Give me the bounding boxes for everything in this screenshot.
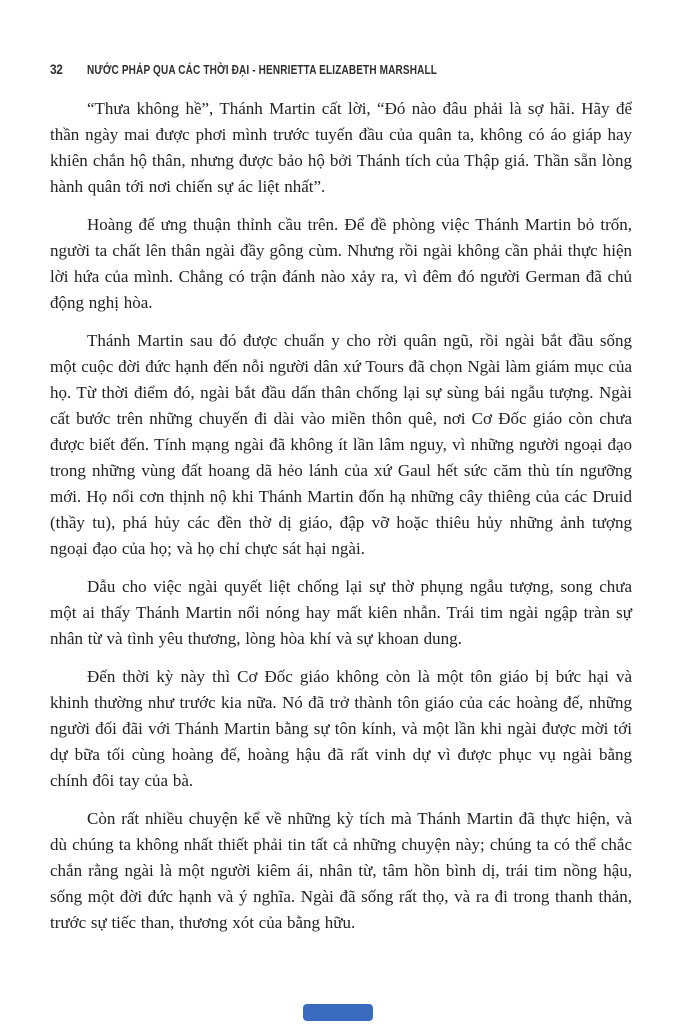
- running-header: [50, 61, 635, 77]
- body-paragraph: Dẫu cho việc ngài quyết liệt chống lại sự thờ phụng ngẫu tượng, song chưa một ai thấy Thánh Martin nổi nóng hay mất kiên nhẫn. Trái tim ngài ngập tràn sự nhân từ và tình yêu thương, lòng hòa khí và sự khoan dung.: [50, 577, 632, 648]
- body-paragraph: Hoàng đế ưng thuận thỉnh cầu trên. Để đề phòng việc Thánh Martin bỏ trốn, người ta chất lên thân ngài đầy gông cùm. Nhưng rồi ngài không cần phải thực hiện lời hứa của mình. Chẳng có trận đánh nào xảy ra, vì đêm đó người German đã chủ động nghị hòa.: [50, 215, 632, 312]
- body-paragraph: “Thưa không hề”, Thánh Martin cất lời, “Đó nào đâu phải là sợ hãi. Hãy để thần ngày mai được phơi mình trước tuyến đầu của quân ta, không có áo giáp hay khiên chắn hộ thân, nhưng được bảo hộ bởi Thánh tích của Thập giá. Thần sẵn lòng hành quân tới nơi chiến sự ác liệt nhất”.: [50, 99, 632, 196]
- body-paragraph: Đến thời kỳ này thì Cơ Đốc giáo không còn là một tôn giáo bị bức hại và khinh thường như trước kia nữa. Nó đã trở thành tôn giáo của các hoàng đế, những người đối đãi với Thánh Martin bằng sự tôn kính, và một lần khi ngài được mời tới dự bữa tối cùng hoàng đế, hoàng hậu đã rất vinh dự vì được phục vụ ngài bằng chính đôi tay của bà.: [50, 667, 632, 790]
- body-paragraph: Còn rất nhiều chuyện kể về những kỳ tích mà Thánh Martin đã thực hiện, và dù chúng ta không nhất thiết phải tin tất cả những chuyện này; chúng ta có thể chắc chắn rằng ngài là một người kiêm ái, nhân từ, tâm hồn bình dị, trái tim nồng hậu, sống một đời đức hạnh và ý nghĩa. Ngài đã sống rất thọ, và ra đi trong thanh thản, trước sự tiếc than, thương xót của bằng hữu.: [50, 809, 632, 932]
- body-text: [50, 96, 632, 948]
- book-title-header: NƯỚC PHÁP QUA CÁC THỜI ĐẠI - HENRIETTA ELIZABETH MARSHALL: [86, 63, 437, 77]
- page-progress-pill[interactable]: [303, 1004, 373, 1021]
- page-number: 32: [50, 61, 63, 77]
- body-paragraph: Thánh Martin sau đó được chuẩn y cho rời quân ngũ, rồi ngài bắt đầu sống một cuộc đời đức hạnh đến nỗi người dân xứ Tours đã chọn Ngài làm giám mục của họ. Từ thời điểm đó, ngài bắt đầu dấn thân chống lại sự sùng bái ngẫu tượng. Ngài cất bước trên những chuyến đi dài vào miền thôn quê, nơi Cơ Đốc giáo còn chưa được biết đến. Tính mạng ngài đã không ít lần lâm nguy, vì những người ngoại đạo trong những vùng đất hoang dã hẻo lánh của xứ Gaul hết sức căm thù tín ngưỡng mới. Họ nổi cơn thịnh nộ khi Thánh Martin đốn hạ những cây thiêng của các Druid (thầy tu), phá hủy các đền thờ dị giáo, đập vỡ hoặc thiêu hủy những ảnh tượng ngoại đạo của họ; và họ chỉ chực sát hại ngài.: [50, 331, 632, 558]
